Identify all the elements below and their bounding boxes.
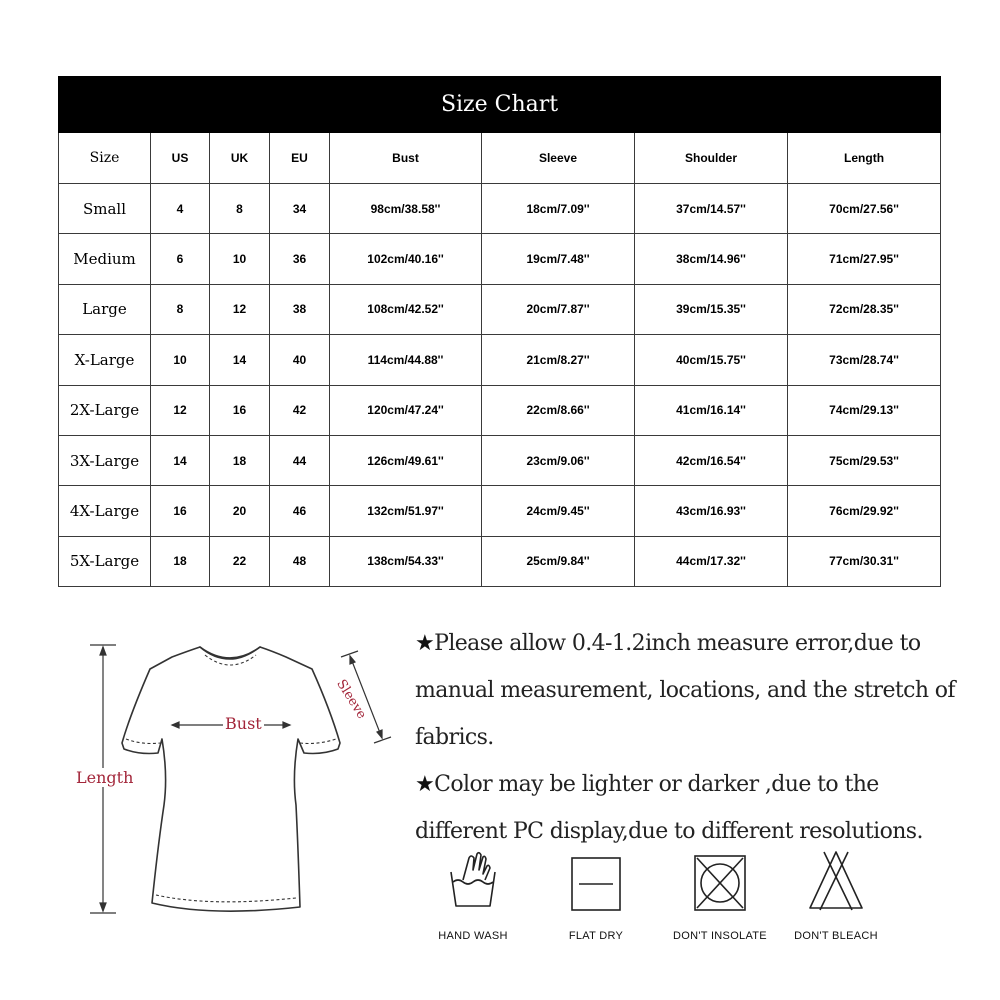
cell-shoulder: 43cm/16.93'' (635, 486, 788, 536)
cell-us: 8 (151, 284, 210, 334)
cell-length: 76cm/29.92'' (788, 486, 941, 536)
cell-bust: 98cm/38.58'' (330, 184, 482, 234)
size-row-medium (59, 234, 941, 284)
sleeve-label: Sleeve (333, 677, 370, 722)
cell-shoulder: 37cm/14.57'' (635, 184, 788, 234)
cell-size: Medium (59, 234, 151, 284)
cell-length: 72cm/28.35'' (788, 284, 941, 334)
header-size: Size (59, 133, 151, 184)
bust-label: Bust (225, 714, 262, 733)
cell-sleeve: 22cm/8.66'' (482, 385, 635, 435)
cell-eu: 48 (270, 536, 330, 586)
dont-bleach-icon (806, 848, 866, 912)
cell-uk: 14 (210, 335, 270, 385)
cell-sleeve: 21cm/8.27'' (482, 335, 635, 385)
cell-uk: 12 (210, 284, 270, 334)
care-label: HAND WASH (438, 930, 508, 942)
cell-size: Small (59, 184, 151, 234)
cell-us: 6 (151, 234, 210, 284)
cell-eu: 40 (270, 335, 330, 385)
cell-eu: 36 (270, 234, 330, 284)
care-label: FLAT DRY (568, 930, 624, 942)
star-icon: ★ (415, 772, 435, 797)
size-chart-header-row (59, 133, 941, 184)
cell-length: 75cm/29.53'' (788, 435, 941, 485)
note-color-variation-text: Color may be lighter or darker ,due to the different PC display,due to different resolutions. (415, 772, 923, 844)
size-row-small (59, 184, 941, 234)
size-row-large (59, 284, 941, 334)
note-measure-error-text: Please allow 0.4-1.2inch measure error,due to manual measurement, locations, and the stretch of fabrics. (415, 631, 955, 750)
cell-sleeve: 20cm/7.87'' (482, 284, 635, 334)
care-dont-insolate (660, 848, 780, 942)
cell-bust: 126cm/49.61'' (330, 435, 482, 485)
cell-sleeve: 25cm/9.84'' (482, 536, 635, 586)
dont-insolate-icon (690, 848, 750, 912)
cell-uk: 18 (210, 435, 270, 485)
cell-length: 77cm/30.31'' (788, 536, 941, 586)
shirt-measurement-diagram (60, 625, 410, 925)
cell-uk: 10 (210, 234, 270, 284)
cell-bust: 102cm/40.16'' (330, 234, 482, 284)
header-us: US (151, 133, 210, 184)
size-chart-title-row (59, 77, 941, 133)
cell-size: 3X-Large (59, 435, 151, 485)
care-flat-dry (536, 848, 656, 942)
cell-shoulder: 42cm/16.54'' (635, 435, 788, 485)
cell-uk: 8 (210, 184, 270, 234)
cell-us: 14 (151, 435, 210, 485)
cell-eu: 42 (270, 385, 330, 435)
cell-bust: 132cm/51.97'' (330, 486, 482, 536)
cell-bust: 138cm/54.33'' (330, 536, 482, 586)
cell-bust: 114cm/44.88'' (330, 335, 482, 385)
size-chart-table (58, 76, 941, 587)
care-hand-wash (413, 848, 533, 942)
care-dont-bleach (776, 848, 896, 942)
size-chart-body (59, 184, 941, 587)
cell-eu: 44 (270, 435, 330, 485)
cell-uk: 22 (210, 536, 270, 586)
header-length: Length (788, 133, 941, 184)
cell-uk: 20 (210, 486, 270, 536)
size-chart-title: Size Chart (59, 77, 941, 133)
length-label: Length (76, 768, 134, 787)
cell-size: Large (59, 284, 151, 334)
cell-shoulder: 38cm/14.96'' (635, 234, 788, 284)
size-row-2x-large (59, 385, 941, 435)
cell-us: 16 (151, 486, 210, 536)
header-uk: UK (210, 133, 270, 184)
cell-us: 12 (151, 385, 210, 435)
header-sleeve: Sleeve (482, 133, 635, 184)
size-row-3x-large (59, 435, 941, 485)
cell-us: 4 (151, 184, 210, 234)
cell-shoulder: 40cm/15.75'' (635, 335, 788, 385)
cell-size: X-Large (59, 335, 151, 385)
cell-length: 70cm/27.56'' (788, 184, 941, 234)
flat-dry-icon (566, 848, 626, 912)
measurement-notes (415, 620, 975, 855)
cell-bust: 120cm/47.24'' (330, 385, 482, 435)
cell-sleeve: 24cm/9.45'' (482, 486, 635, 536)
cell-length: 71cm/27.95'' (788, 234, 941, 284)
cell-shoulder: 44cm/17.32'' (635, 536, 788, 586)
cell-sleeve: 18cm/7.09'' (482, 184, 635, 234)
care-label: DON'T BLEACH (794, 930, 878, 942)
cell-length: 74cm/29.13'' (788, 385, 941, 435)
cell-sleeve: 23cm/9.06'' (482, 435, 635, 485)
cell-us: 10 (151, 335, 210, 385)
cell-bust: 108cm/42.52'' (330, 284, 482, 334)
size-row-4x-large (59, 486, 941, 536)
header-bust: Bust (330, 133, 482, 184)
note-color-variation (415, 761, 975, 855)
cell-uk: 16 (210, 385, 270, 435)
cell-size: 4X-Large (59, 486, 151, 536)
header-shoulder: Shoulder (635, 133, 788, 184)
cell-eu: 46 (270, 486, 330, 536)
hand-wash-icon (443, 848, 503, 912)
cell-size: 2X-Large (59, 385, 151, 435)
cell-shoulder: 39cm/15.35'' (635, 284, 788, 334)
cell-size: 5X-Large (59, 536, 151, 586)
star-icon: ★ (415, 631, 435, 656)
cell-eu: 34 (270, 184, 330, 234)
care-label: DON'T INSOLATE (673, 930, 767, 942)
size-row-x-large (59, 335, 941, 385)
cell-length: 73cm/28.74'' (788, 335, 941, 385)
size-row-5x-large (59, 536, 941, 586)
note-measure-error (415, 620, 975, 761)
cell-shoulder: 41cm/16.14'' (635, 385, 788, 435)
header-eu: EU (270, 133, 330, 184)
cell-eu: 38 (270, 284, 330, 334)
cell-us: 18 (151, 536, 210, 586)
cell-sleeve: 19cm/7.48'' (482, 234, 635, 284)
